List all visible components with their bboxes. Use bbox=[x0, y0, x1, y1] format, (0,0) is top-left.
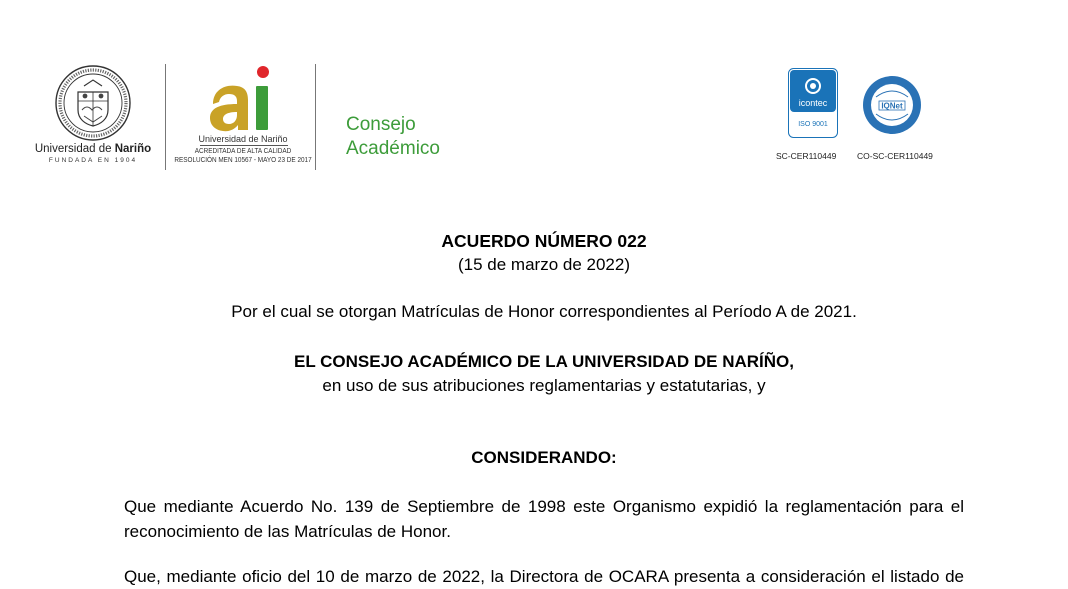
paragraph-line: Que mediante Acuerdo No. 139 de Septiembre de 1998 este Organismo expidió la reglamentación para el bbox=[124, 497, 964, 516]
iqnet-label: IQNet bbox=[881, 101, 903, 111]
council-name-line-2: Académico bbox=[346, 138, 440, 159]
agreement-date: (15 de marzo de 2022) bbox=[458, 255, 630, 274]
council-name bbox=[346, 113, 440, 161]
accreditation-rule bbox=[200, 145, 288, 146]
paragraph-line: Que, mediante oficio del 10 de marzo de 2022, la Directora de OCARA presenta a consideración el listado de bbox=[124, 567, 964, 586]
iqnet-badge-icon bbox=[862, 75, 922, 135]
accreditation-line-2: RESOLUCIÓN MEN 10567 - MAYO 23 DE 2017 bbox=[174, 156, 312, 165]
certificate-code: SC-CER110449 bbox=[776, 151, 837, 161]
university-founded: FUNDADA EN 1904 bbox=[48, 157, 138, 164]
agreement-title: ACUERDO NÚMERO 022 bbox=[441, 231, 647, 251]
considering-paragraph bbox=[124, 564, 964, 589]
issuing-council: EL CONSEJO ACADÉMICO DE LA UNIVERSIDAD DE NARÍÑO, bbox=[294, 352, 794, 371]
considering-paragraph bbox=[124, 494, 964, 544]
agreement-purpose: Por el cual se otorgan Matrículas de Honor correspondientes al Período A de 2021. bbox=[231, 302, 857, 321]
considering-heading: CONSIDERANDO: bbox=[471, 448, 617, 467]
header-divider bbox=[315, 64, 316, 170]
accreditation-line-1: ACREDITADA DE ALTA CALIDAD bbox=[194, 147, 292, 156]
council-powers: en uso de sus atribuciones reglamentarias y estatutarias, y bbox=[322, 376, 766, 395]
header-divider bbox=[165, 64, 166, 170]
certificate-code: CO-SC-CER110449 bbox=[857, 151, 933, 161]
accreditation-ai-logo-icon bbox=[206, 64, 280, 134]
university-seal-icon bbox=[54, 64, 132, 142]
paragraph-line: reconocimiento de las Matrículas de Honor. bbox=[124, 522, 451, 541]
university-name: Universidad de Nariño bbox=[34, 143, 152, 155]
icontec-standard: ISO 9001 bbox=[798, 121, 828, 128]
icontec-badge-icon bbox=[788, 68, 838, 138]
council-name-line-1: Consejo bbox=[346, 114, 416, 135]
icontec-label: icontec bbox=[798, 98, 828, 108]
accreditation-university-name: Universidad de Nariño bbox=[198, 134, 288, 144]
